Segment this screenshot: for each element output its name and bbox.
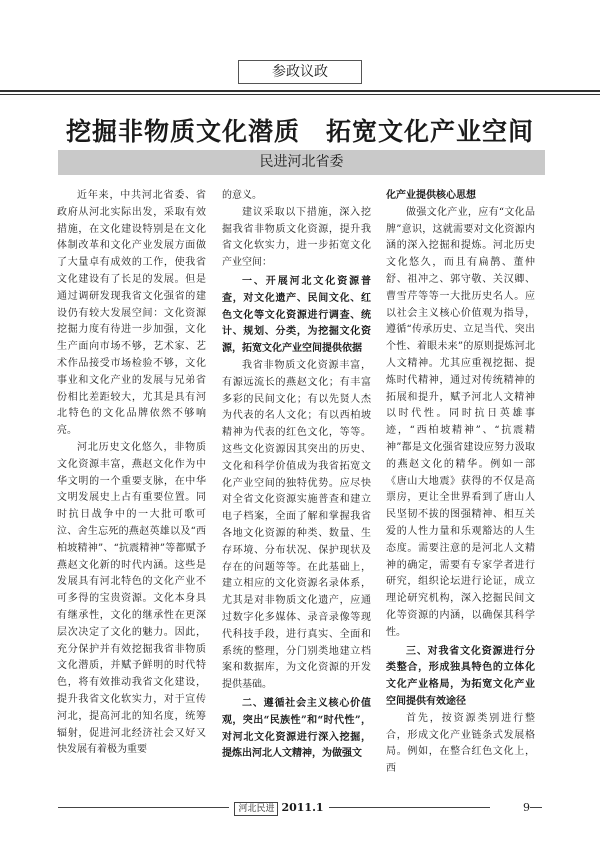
- section-heading: 一、开展河北文化资源普查，对文化遗产、民间文化、红色文化等文化资源进行调查、统计、规划、分类，为挖掘文化资源，拓宽文化产业空间提供依据: [222, 275, 371, 355]
- body-paragraph: 近年来，中共河北省委、省政府从河北实际出发，采取有效措施，在文化建设特别是在文化体制改革和文化产业发展方面做了大量卓有成效的工作，使我省文化建设有了长足的发展。但是通过调研发现我省文化强省的建设仍有较大发展空间：文化资源挖掘力度有待进一步加强，文化生产面向市场不够，艺术家、艺术作品接受市场检验不够，文化事业和文化产业的发展与兄弟省份相比差距较大，尤其是具有河北特色的文化品牌依然不够响亮。: [57, 190, 206, 437]
- footer-publication: [229, 800, 329, 816]
- body-paragraph: 我省非物质文化资源丰富，有源远流长的燕赵文化；有丰富多彩的民间文化；有以先贤人杰为代表的名人文化；有以西柏坡精神为代表的红色文化，等等。这些文化资源因其突出的历史、文化和科学价值成为我省拓宽文化产业空间的独特优势。应尽快对全省文化资源实施普查和建立电子档案，全面了解和掌握我省各地文化资源的种类、数量、生存环境、分布状况、保护现状及存在的问题等等。在此基础上，建立相应的文化资源名录体系，尤其是对非物质文化遗产，应通过数字化多媒体、录音录像等现代科技手段，进行真实、全面和系统的整理，分门别类地建立档案和数据库，为文化资源的开发提供基础。: [222, 359, 371, 691]
- section-heading: 二、遵循社会主义核心价值观，突出“民族性”和“时代性”，对河北文化资源进行深入挖掘，提炼出河北人文精神，为做强文: [222, 697, 371, 760]
- header-rule-thin: [0, 94, 600, 95]
- body-paragraph: 建议采取以下措施，深入挖掘我省非物质文化资源，提升我省文化软实力，进一步拓宽文化产业空间：: [222, 206, 371, 269]
- section-heading: 化产业提供核心思想: [386, 190, 476, 201]
- article-author: 民进河北省委: [58, 150, 545, 175]
- page-number: 9: [490, 800, 530, 816]
- body-paragraph: 河北历史文化悠久，非物质文化资源丰富，燕赵文化作为中华文明的一个重要支脉，在中华文明发展史上占有重要位置。同时抗日战争中的一大批可歌可泣、舍生忘死的燕赵英雄以及“西柏坡精神”、“抗震精神”等都赋予燕赵文化新的时代内涵。这些是发展具有河北特色的文化产业不可多得的宝贵资源。文化本身具有继承性，文化的继承性在更深层次决定了文化的魅力。因此，充分保护并有效挖掘我省非物质文化潜质，并赋予鲜明的时代特色，将有效推动我省文化建设，提升我省文化软实力，对于宣传河北，提高河北的知名度，统筹辐射，促进河北经济社会又好又快发展有着极为重要: [57, 441, 206, 756]
- body-paragraph: 首先，按资源类别进行整合，形成文化产业链条式发展格局。例如，在整合红色文化上，西: [386, 712, 535, 775]
- magazine-name: 河北民进: [234, 802, 278, 816]
- text-column-2: [222, 188, 371, 763]
- section-label: 参政议政: [238, 60, 362, 84]
- section-heading: 三、对我省文化资源进行分类整合，形成独具特色的立体化文化产业格局，为拓宽文化产业空间提供有效途径: [386, 645, 535, 707]
- issue-number: 2011.1: [281, 801, 324, 814]
- text-column-1: [57, 188, 206, 759]
- article-title: 挖掘非物质文化潜质 拓宽文化产业空间: [65, 117, 534, 146]
- text-column-3: [386, 188, 535, 778]
- header-rule: [0, 90, 600, 92]
- body-paragraph: 的意义。: [222, 190, 262, 201]
- body-paragraph: 做强文化产业，应有“文化品牌”意识，这就需要对文化资源内涵的深入挖掘和提炼。河北历史文化悠久，而且有扁鹊、董仲舒、祖冲之、郭守敬、关汉卿、曹雪芹等等一大批历史名人。应以社会主义核心价值观为指导，遵循“传承历史、立足当代、突出个性、着眼未来”的原则提炼河北人文精神。尤其应重视挖掘、提炼时代精神，通过对传统精神的拓展和提升，赋予河北人文精神以时代性。同时抗日英雄事迹，“西柏坡精神”、“抗震精神”都是文化强省建设应努力汲取的燕赵文化的精华。例如一部《唐山大地震》获得的不仅是高票房，更让全世界看到了唐山人民坚韧不拔的图强精神、相互关爱的人性力量和乐观豁达的人生态度。需要注意的是河北人文精神的确定，需要有专家学者进行研究，组织论坛进行论证，成立理论研究机构，深入挖掘民间文化等资源的内涵，以确保其科学性。: [386, 206, 535, 638]
